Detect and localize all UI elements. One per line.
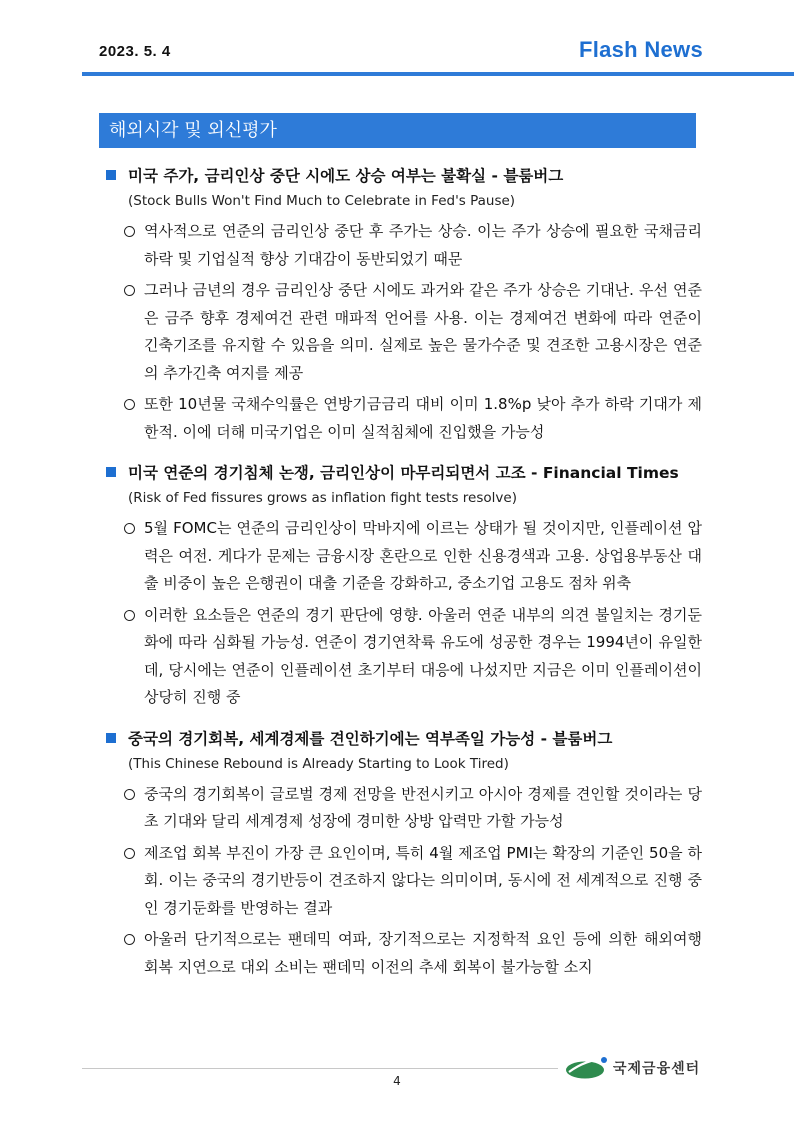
square-bullet-icon xyxy=(106,467,116,477)
topic-3 xyxy=(100,726,710,982)
section-title: 해외시각 및 외신평가 xyxy=(109,120,277,141)
bullet-text: 그러나 금년의 경우 금리인상 중단 시에도 과거와 같은 주가 상승은 기대난. 우선 연준은 금주 향후 경제여건 관련 매파적 언어를 사용. 이는 경제여건 변화에 따라 연준이 긴축기조를 유지할 수 있음을 의미. 실제로 높은 물가수준 및 견조한 고용시장은 연준의 추가긴축 여지를 제공 xyxy=(144,281,702,382)
topic-subtitle: (This Chinese Rebound is Already Starting to Look Tired) xyxy=(128,755,509,772)
bullet-text: 5월 FOMC는 연준의 금리인상이 막바지에 이르는 상태가 될 것이지만, 인플레이션 압력은 여전. 게다가 문제는 금융시장 혼란으로 인한 신용경색과 고용. 상업용부동산 대출 비중이 높은 은행권이 대출 기준을 강화하고, 중소기업 고용도 점차 위축 xyxy=(144,519,702,592)
header-date: 2023. 5. 4 xyxy=(99,43,171,60)
topic-title: 미국 연준의 경기침체 논쟁, 금리인상이 마무리되면서 고조 - Financial Times xyxy=(128,464,679,482)
circle-bullet-icon xyxy=(124,789,135,800)
footer-rule xyxy=(82,1068,558,1069)
square-bullet-icon xyxy=(106,170,116,180)
bullet-text: 아울러 단기적으로는 팬데믹 여파, 장기적으로는 지정학적 요인 등에 의한 해외여행 회복 지연으로 대외 소비는 팬데믹 이전의 추세 회복이 불가능할 소지 xyxy=(144,930,702,976)
topic-1 xyxy=(100,163,710,446)
bullet-text: 중국의 경기회복이 글로벌 경제 전망을 반전시키고 아시아 경제를 견인할 것이라는 당초 기대와 달리 세계경제 성장에 경미한 상방 압력만 가할 가능성 xyxy=(144,784,702,830)
bullet-text: 또한 10년물 국채수익률은 연방기금금리 대비 이미 1.8%p 낮아 추가 하락 기대가 제한적. 이에 더해 미국기업은 이미 실적침체에 진입했을 가능성 xyxy=(144,395,702,441)
bullet-item xyxy=(100,515,710,598)
logo-text: 국제금융센터 xyxy=(613,1061,701,1077)
news-content xyxy=(100,163,710,995)
topic-subtitle: (Risk of Fed fissures grows as inflation fight tests resolve) xyxy=(128,490,517,506)
topic-title: 미국 주가, 금리인상 중단 시에도 상승 여부는 불확실 - 블룸버그 xyxy=(128,167,564,185)
bullet-item xyxy=(100,602,710,712)
square-bullet-icon xyxy=(106,733,116,743)
circle-bullet-icon xyxy=(124,523,135,534)
header-brand: Flash News xyxy=(578,37,703,62)
circle-bullet-icon xyxy=(124,399,135,410)
bullet-item xyxy=(100,840,710,923)
circle-bullet-icon xyxy=(124,285,135,296)
bullet-item xyxy=(100,781,710,836)
bullet-item xyxy=(100,391,710,446)
section-title-bar xyxy=(99,113,696,148)
bullet-text: 역사적으로 연준의 금리인상 중단 후 주가는 상승. 이는 주가 상승에 필요한 국채금리 하락 및 기업실적 향상 기대감이 동반되었기 때문 xyxy=(144,222,702,268)
bullet-text: 제조업 회복 부진이 가장 큰 요인이며, 특히 4월 제조업 PMI는 확장의 기준인 50을 하회. 이는 중국의 경기반등이 견조하지 않다는 의미이며, 동시에 전 세계적으로 진행 중인 경기둔화를 반영하는 결과 xyxy=(144,843,702,917)
bullet-item xyxy=(100,218,710,273)
circle-bullet-icon xyxy=(124,610,135,621)
topic-subtitle: (Stock Bulls Won't Find Much to Celebrate in Fed's Pause) xyxy=(128,193,516,209)
topic-2 xyxy=(100,460,710,712)
circle-bullet-icon xyxy=(124,934,135,945)
bullet-text: 이러한 요소들은 연준의 경기 판단에 영향. 아울러 연준 내부의 의견 불일치는 경기둔화에 따라 심화될 가능성. 연준이 경기연착륙 유도에 성공한 경우는 1994년이 유일한데, 당시에는 연준이 인플레이션 초기부터 대응에 나섰지만 지금은 이미 인플레이션이 상당히 진행 중 xyxy=(144,605,702,706)
bullet-item xyxy=(100,926,710,981)
bullet-item xyxy=(100,277,710,387)
topic-title: 중국의 경기회복, 세계경제를 견인하기에는 역부족일 가능성 - 블룸버그 xyxy=(128,729,613,748)
page-number: 4 xyxy=(393,1074,401,1088)
circle-bullet-icon xyxy=(124,226,135,237)
circle-bullet-icon xyxy=(124,848,135,859)
header-rule xyxy=(82,72,794,76)
